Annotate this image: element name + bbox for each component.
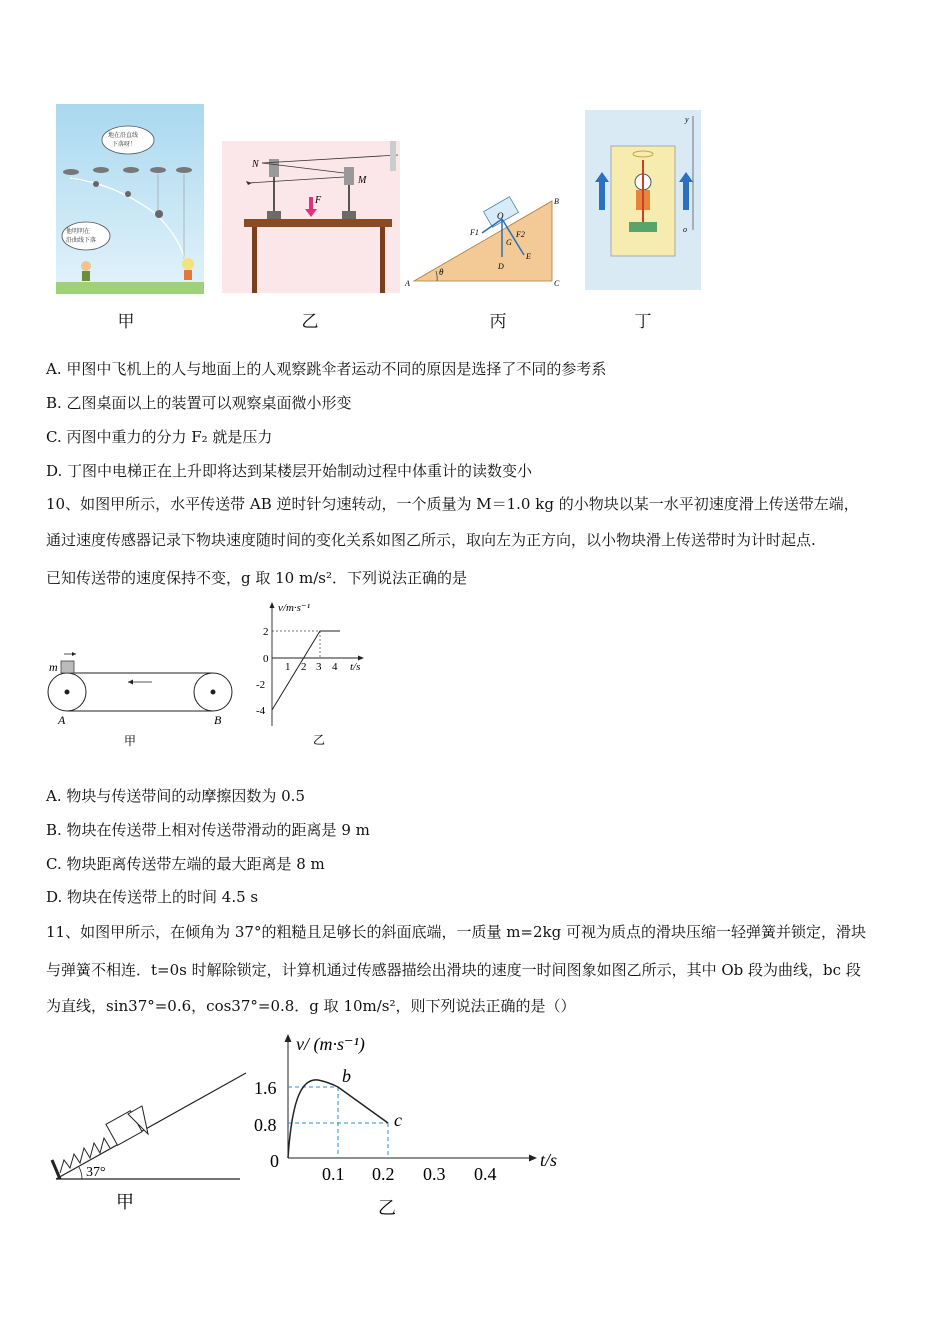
q10-figure-jia-conveyor (44, 645, 244, 755)
svg-text:c: c (394, 1110, 402, 1130)
q11-figure-yi-vt-graph (250, 1028, 580, 1224)
q10-figure-yi-vt-graph (252, 598, 372, 750)
q9-option-b: B. 乙图桌面以上的装置可以观察桌面微小形变 (46, 394, 352, 412)
svg-text:D: D (498, 262, 504, 271)
svg-text:F1: F1 (470, 228, 479, 237)
q11-stem-1: 11、如图甲所示，在倾角为 37°的粗糙且足够长的斜面底端，一质量 m=2kg 可视为质点的滑块压缩一轻弹簧并锁定，滑块 (46, 923, 867, 941)
q11-figure-jia-spring-incline (48, 1068, 248, 1218)
q10-stem-3: 已知传送带的速度保持不变，g 取 10 m/s²．下列说法正确的是 (46, 569, 467, 587)
svg-text:θ: θ (439, 267, 444, 277)
svg-text:甲: 甲 (124, 734, 137, 748)
svg-text:1.6: 1.6 (254, 1078, 277, 1098)
figure-yi-table-mirror (222, 141, 400, 293)
caption-ding: 丁 (634, 312, 652, 332)
svg-text:t/s: t/s (350, 661, 361, 673)
label-F: F (315, 195, 322, 206)
q11-stem-2: 与弹簧不相连．t=0s 时解除锁定，计算机通过传感器描绘出滑块的速度一时间图象如图乙所示，其中 Ob 段为曲线，bc 段 (46, 961, 861, 979)
figure-ding-elevator (585, 110, 701, 290)
svg-text:下落呀！: 下落呀！ (112, 142, 137, 148)
svg-text:B: B (554, 197, 559, 206)
q10-stem-2: 通过速度传感器记录下物块速度随时间的变化关系如图乙所示，取向左为正方向，以小物块滑上传送带时为计时起点. (46, 531, 816, 549)
q10-option-b: B. 物块在传送带上相对传送带滑动的距离是 9 m (46, 821, 370, 839)
q11-stem-3: 为直线，sin37°=0.6，cos37°=0.8．g 取 10m/s²，则下列说法正确的是（） (46, 997, 576, 1015)
bubble-text-2: 他明明在 (66, 229, 91, 235)
svg-text:乙: 乙 (378, 1198, 396, 1218)
svg-text:0: 0 (263, 653, 269, 665)
caption-bing: 丙 (489, 312, 507, 332)
svg-text:v/ (m·s⁻¹): v/ (m·s⁻¹) (296, 1034, 365, 1054)
svg-text:沿曲线下落: 沿曲线下落 (66, 238, 97, 244)
svg-text:1: 1 (285, 661, 291, 673)
svg-text:B: B (214, 713, 222, 727)
svg-text:甲: 甲 (116, 1192, 134, 1212)
svg-text:-2: -2 (256, 679, 266, 691)
svg-text:0.1: 0.1 (322, 1164, 345, 1184)
svg-text:2: 2 (263, 626, 269, 638)
caption-jia: 甲 (117, 312, 135, 332)
q10-option-a: A. 物块与传送带间的动摩擦因数为 0.5 (46, 787, 305, 805)
svg-text:乙: 乙 (313, 733, 326, 747)
svg-text:v/m·s⁻¹: v/m·s⁻¹ (278, 602, 311, 614)
svg-text:37°: 37° (86, 1165, 106, 1180)
caption-yi: 乙 (301, 312, 319, 332)
svg-text:0: 0 (270, 1151, 279, 1171)
svg-text:F2: F2 (516, 230, 525, 239)
svg-text:3: 3 (316, 661, 322, 673)
svg-text:A: A (58, 713, 66, 727)
q10-option-d: D. 物块在传送带上的时间 4.5 s (46, 888, 259, 906)
svg-text:2: 2 (301, 661, 307, 673)
q9-option-a: A. 甲图中飞机上的人与地面上的人观察跳伞者运动不同的原因是选择了不同的参考系 (46, 360, 607, 378)
svg-text:0.3: 0.3 (423, 1164, 446, 1184)
svg-text:-4: -4 (256, 705, 266, 717)
svg-text:E: E (526, 252, 531, 261)
svg-text:b: b (342, 1066, 351, 1086)
svg-text:C: C (554, 279, 560, 288)
svg-text:t/s: t/s (540, 1150, 558, 1170)
svg-text:G: G (506, 238, 512, 247)
bubble-text-1: 地在沿直线 (108, 133, 139, 139)
figure-bing-incline (402, 195, 567, 290)
q9-option-c: C. 丙图中重力的分力 F₂ 就是压力 (46, 428, 273, 446)
q10-stem-1: 10、如图甲所示，水平传送带 AB 逆时针匀速转动，一个质量为 M＝1.0 kg 的小物块以某一水平初速度滑上传送带左端， (46, 495, 859, 513)
svg-text:y: y (685, 115, 689, 124)
svg-text:m: m (49, 660, 58, 674)
svg-text:0.2: 0.2 (372, 1164, 395, 1184)
q9-option-d: D. 丁图中电梯正在上升即将达到某楼层开始制动过程中体重计的读数变小 (46, 462, 533, 480)
label-M: M (358, 175, 367, 186)
svg-text:0.4: 0.4 (474, 1164, 497, 1184)
svg-text:4: 4 (332, 661, 338, 673)
svg-text:O: O (497, 211, 504, 221)
svg-text:o: o (683, 225, 687, 234)
q10-option-c: C. 物块距离传送带左端的最大距离是 8 m (46, 855, 325, 873)
figure-jia-parachute (56, 104, 204, 294)
svg-text:0.8: 0.8 (254, 1115, 277, 1135)
svg-text:A: A (405, 279, 410, 288)
label-N: N (252, 159, 259, 170)
